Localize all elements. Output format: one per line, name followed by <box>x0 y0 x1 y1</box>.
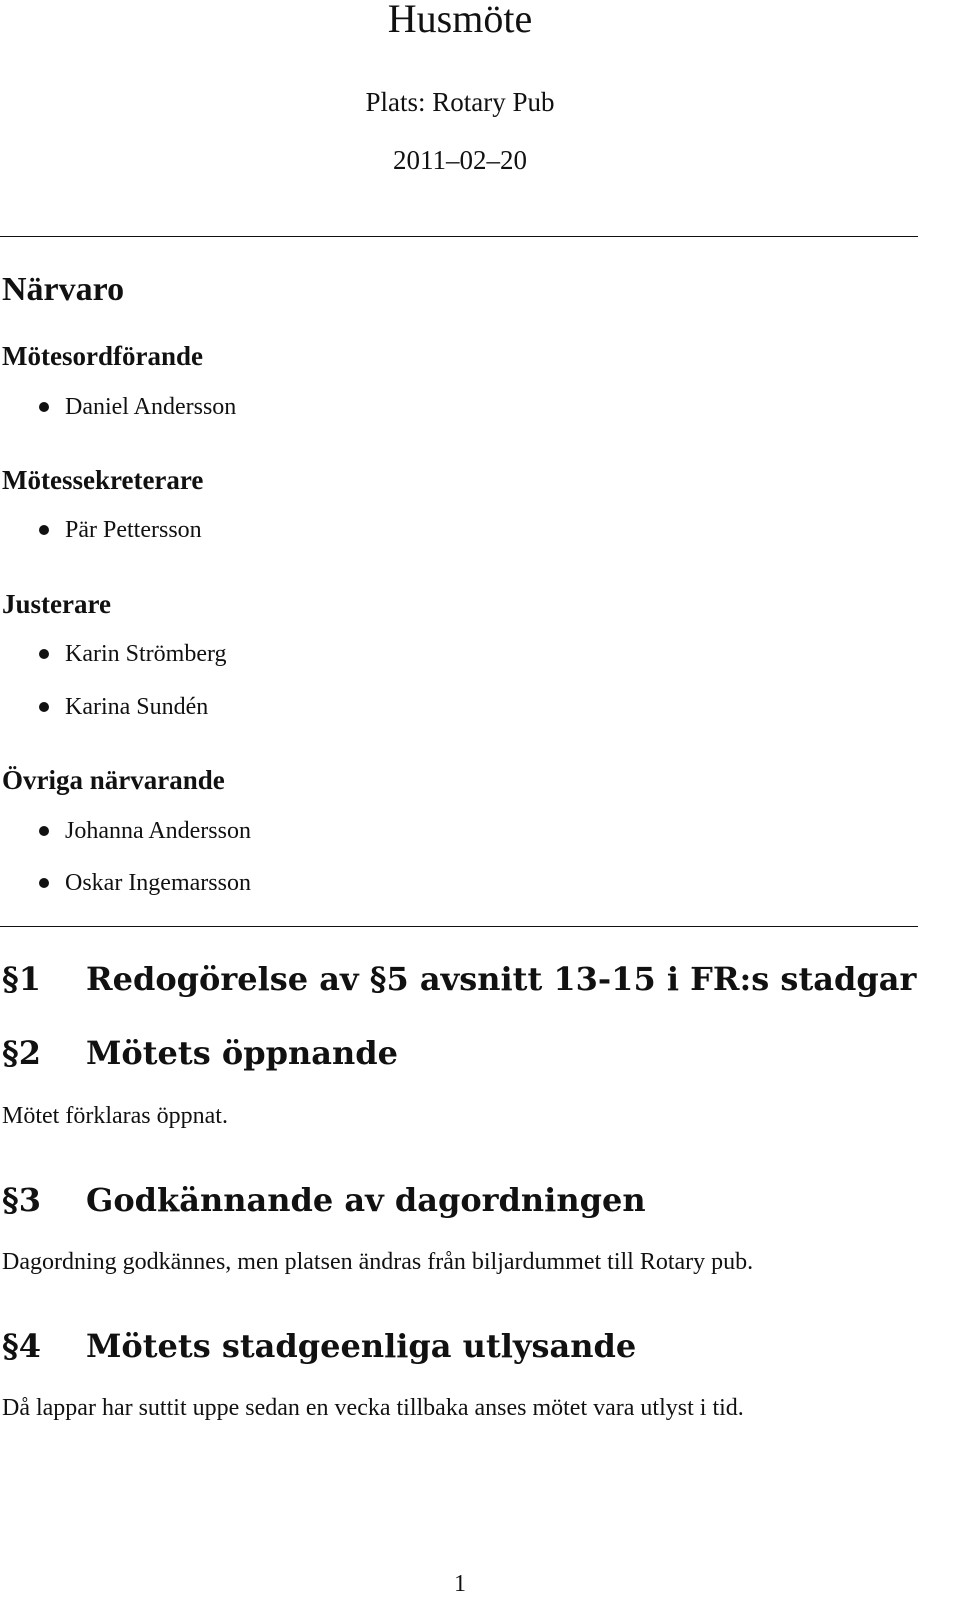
bullet-icon <box>39 878 49 888</box>
section-body: Då lappar har suttit uppe sedan en vecka tillbaka anses mötet vara utlyst i tid. <box>2 1395 744 1421</box>
attendee-name: Oskar Ingemarsson <box>65 870 251 896</box>
attendee-item <box>39 692 208 722</box>
section-title: Redogörelse av §5 avsnitt 13-15 i FR:s stadgar <box>86 960 917 998</box>
section-heading <box>2 958 916 1000</box>
role-heading-chair: Mötesordförande <box>2 341 203 371</box>
bottom-divider <box>0 926 918 927</box>
section-body: Mötet förklaras öppnat. <box>2 1103 228 1129</box>
attendee-name: Daniel Andersson <box>65 394 237 420</box>
bullet-icon <box>39 826 49 836</box>
bullet-icon <box>39 649 49 659</box>
section-heading <box>2 1179 646 1221</box>
section-number: §2 <box>2 1034 41 1072</box>
page-number: 1 <box>454 1571 466 1597</box>
attendee-name: Pär Pettersson <box>65 517 202 543</box>
section-heading <box>2 1325 636 1367</box>
section-body: Dagordning godkännes, men platsen ändras från biljardummet till Rotary pub. <box>2 1249 754 1275</box>
attendee-item <box>39 515 202 545</box>
section-title: Mötets öppnande <box>86 1034 398 1072</box>
bullet-icon <box>39 702 49 712</box>
attendance-heading: Närvaro <box>2 271 125 308</box>
section-number: §4 <box>2 1327 41 1365</box>
attendee-name: Karin Strömberg <box>65 641 227 667</box>
section-number: §1 <box>2 960 41 998</box>
role-heading-secretary: Mötessekreterare <box>2 465 204 495</box>
meeting-date: 2011–02–20 <box>393 145 527 175</box>
attendee-item <box>39 868 251 898</box>
top-divider <box>0 236 918 237</box>
bullet-icon <box>39 525 49 535</box>
attendee-item <box>39 816 251 846</box>
document-title: Husmöte <box>387 0 533 41</box>
attendee-name: Karina Sundén <box>65 694 209 720</box>
role-heading-others: Övriga närvarande <box>2 765 225 795</box>
section-title: Mötets stadgeenliga utlysande <box>86 1327 637 1365</box>
bullet-icon <box>39 402 49 412</box>
section-heading <box>2 1032 398 1074</box>
section-title: Godkännande av dagordningen <box>86 1181 646 1219</box>
attendee-item <box>39 639 227 669</box>
attendee-item <box>39 392 236 422</box>
meeting-place: Plats: Rotary Pub <box>365 87 555 117</box>
attendee-name: Johanna Andersson <box>65 818 251 844</box>
section-number: §3 <box>2 1181 41 1219</box>
role-heading-adjusters: Justerare <box>2 589 111 619</box>
